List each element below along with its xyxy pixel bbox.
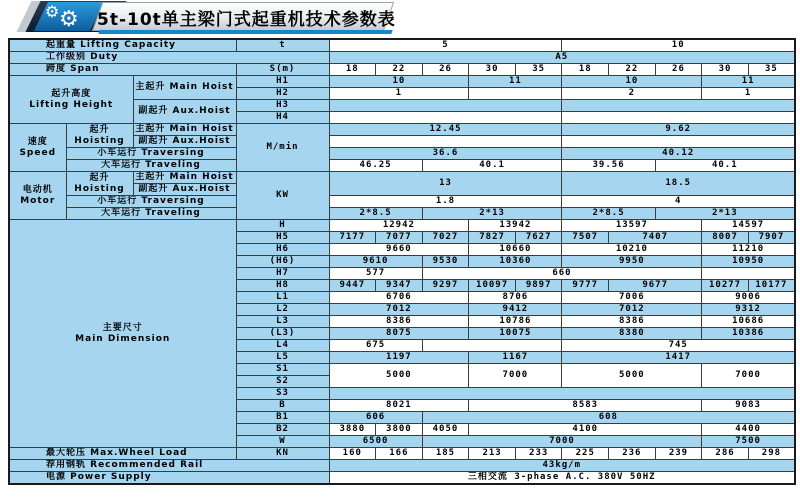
symbol-cell: S1 — [236, 364, 329, 376]
value-cell: 7827 — [469, 232, 516, 244]
table-row — [9, 448, 795, 460]
value-cell: 7000 — [469, 364, 562, 388]
value-cell: 13942 — [469, 220, 562, 232]
section-label: 起升 Hoisting — [66, 172, 133, 196]
value-cell: 10177 — [748, 280, 795, 292]
value-cell: 1197 — [329, 352, 469, 364]
value-cell: 185 — [422, 448, 469, 460]
table-row — [9, 160, 795, 172]
value-cell: 213 — [469, 448, 516, 460]
value-cell: 9347 — [376, 280, 423, 292]
value-cell: 1 — [702, 88, 795, 100]
value-cell: 6706 — [329, 292, 469, 304]
value-cell: 7907 — [748, 232, 795, 244]
value-cell: 8075 — [329, 328, 469, 340]
value-cell: 577 — [329, 268, 422, 280]
value-cell: 10386 — [702, 328, 795, 340]
symbol-cell: t — [236, 39, 329, 52]
value-cell: 660 — [422, 268, 702, 280]
symbol-cell: (H6) — [236, 256, 329, 268]
symbol-cell: S(m) — [236, 64, 329, 76]
value-cell: 3800 — [376, 424, 423, 436]
value-cell: 10277 — [702, 280, 749, 292]
section-label: 速度 Speed — [9, 124, 66, 172]
value-cell: 9950 — [562, 256, 702, 268]
value-cell: 10210 — [562, 244, 702, 256]
page-title: 5t-10t单主梁门式起重机技术参数表 — [97, 10, 396, 30]
value-cell: 1 — [329, 88, 469, 100]
value-cell: 9677 — [609, 280, 702, 292]
symbol-cell: L2 — [236, 304, 329, 316]
value-cell: 12.45 — [329, 124, 562, 136]
value-cell: 2*13 — [655, 208, 795, 220]
value-cell: 4 — [562, 196, 795, 208]
value-cell: 7407 — [609, 232, 702, 244]
section-label: 最大轮压 Max.Wheel Load — [9, 448, 236, 460]
value-cell: 40.1 — [422, 160, 562, 172]
value-cell: 12942 — [329, 220, 469, 232]
section-label: 副起升 Aux.Hoist — [133, 184, 236, 196]
section-label: 副起升 Aux.Hoist — [133, 100, 236, 124]
value-cell — [422, 340, 562, 352]
value-cell: 35 — [515, 64, 562, 76]
value-cell: 10 — [562, 76, 702, 88]
section-label: 主要尺寸 Main Dimension — [9, 220, 236, 448]
section-label: 主起升 Main Hoist — [133, 172, 236, 184]
value-cell: 5000 — [329, 364, 469, 388]
value-cell: 22 — [609, 64, 656, 76]
value-cell — [562, 136, 795, 148]
section-label: 起升高度 Lifting Height — [9, 76, 133, 124]
symbol-cell: H6 — [236, 244, 329, 256]
value-cell — [562, 112, 795, 124]
table-row — [9, 52, 795, 64]
value-cell: 11 — [702, 76, 795, 88]
value-cell: 608 — [422, 412, 795, 424]
value-cell: 10097 — [469, 280, 516, 292]
symbol-cell: H5 — [236, 232, 329, 244]
value-cell: 7500 — [702, 436, 795, 448]
value-cell: 225 — [562, 448, 609, 460]
value-cell: A5 — [329, 52, 795, 64]
value-cell: 6500 — [329, 436, 422, 448]
value-cell: 13597 — [562, 220, 702, 232]
section-label: 起升 Hoisting — [66, 124, 133, 148]
value-cell: 43kg/m — [329, 460, 795, 472]
section-label: 工作级别 Duty — [9, 52, 329, 64]
value-cell: 2*13 — [422, 208, 562, 220]
value-cell: 233 — [515, 448, 562, 460]
value-cell: 9.62 — [562, 124, 795, 136]
value-cell: 9530 — [422, 256, 469, 268]
value-cell: 7077 — [376, 232, 423, 244]
value-cell: 1417 — [562, 352, 795, 364]
value-cell: 8706 — [469, 292, 562, 304]
value-cell: 675 — [329, 340, 422, 352]
section-label: 副起升 Aux.Hoist — [133, 136, 236, 148]
value-cell: 286 — [702, 448, 749, 460]
value-cell: 2*8.5 — [562, 208, 655, 220]
value-cell: 5000 — [562, 364, 702, 388]
value-cell: 2*8.5 — [329, 208, 422, 220]
value-cell: 10950 — [702, 256, 795, 268]
table-row — [9, 472, 795, 485]
value-cell — [329, 112, 562, 124]
header-banner — [0, 0, 800, 37]
symbol-cell: H8 — [236, 280, 329, 292]
table-row — [9, 196, 795, 208]
value-cell: 9447 — [329, 280, 376, 292]
value-cell: 298 — [748, 448, 795, 460]
value-cell: 18 — [562, 64, 609, 76]
value-cell: 9297 — [422, 280, 469, 292]
value-cell: 9083 — [702, 400, 795, 412]
value-cell: 10686 — [702, 316, 795, 328]
value-cell: 2 — [562, 88, 702, 100]
table-row — [9, 124, 795, 136]
value-cell: 7000 — [422, 436, 702, 448]
symbol-cell: H2 — [236, 88, 329, 100]
section-label: 小车运行 Traversing — [66, 196, 236, 208]
symbol-cell: L5 — [236, 352, 329, 364]
value-cell: 30 — [702, 64, 749, 76]
value-cell: 7000 — [702, 364, 795, 388]
symbol-cell: S2 — [236, 376, 329, 388]
section-label: 电动机 Motor — [9, 172, 66, 220]
title-underline — [98, 30, 392, 34]
table-row — [9, 64, 795, 76]
value-cell: 10360 — [469, 256, 562, 268]
value-cell: 11210 — [702, 244, 795, 256]
value-cell: 26 — [655, 64, 702, 76]
value-cell: 40.1 — [655, 160, 795, 172]
value-cell: 8386 — [329, 316, 469, 328]
spec-table — [8, 38, 796, 485]
value-cell: 239 — [655, 448, 702, 460]
section-label: 起重量 Lifting Capacity — [9, 39, 236, 52]
value-cell: 9660 — [329, 244, 469, 256]
value-cell: 26 — [422, 64, 469, 76]
symbol-cell: B2 — [236, 424, 329, 436]
section-label: 主起升 Main Hoist — [133, 76, 236, 100]
value-cell: 11 — [469, 76, 562, 88]
symbol-cell: H1 — [236, 76, 329, 88]
value-cell: 36.6 — [329, 148, 562, 160]
value-cell: 10 — [562, 39, 795, 52]
section-label: 小车运行 Traversing — [66, 148, 236, 160]
value-cell — [702, 268, 795, 280]
value-cell: 18 — [329, 64, 376, 76]
table-row — [9, 148, 795, 160]
section-label: 跨度 Span — [9, 64, 236, 76]
value-cell: 4100 — [469, 424, 702, 436]
value-cell: 22 — [376, 64, 423, 76]
value-cell: 8380 — [562, 328, 702, 340]
value-cell: 40.12 — [562, 148, 795, 160]
table-row — [9, 39, 795, 52]
value-cell: 14597 — [702, 220, 795, 232]
value-cell: 10660 — [469, 244, 562, 256]
value-cell: 35 — [748, 64, 795, 76]
symbol-cell: L1 — [236, 292, 329, 304]
section-label: 主起升 Main Hoist — [133, 124, 236, 136]
symbol-cell: H3 — [236, 100, 329, 112]
symbol-cell: H7 — [236, 268, 329, 280]
value-cell: 10 — [329, 76, 469, 88]
symbol-cell: (L3) — [236, 328, 329, 340]
value-cell: 4400 — [702, 424, 795, 436]
value-cell: 9610 — [329, 256, 422, 268]
value-cell: 8021 — [329, 400, 469, 412]
symbol-cell: W — [236, 436, 329, 448]
value-cell: 9006 — [702, 292, 795, 304]
value-cell — [329, 388, 795, 400]
value-cell — [469, 88, 562, 100]
value-cell — [329, 136, 562, 148]
section-label: 大车运行 Traveling — [66, 160, 236, 172]
section-label: 荐用钢轨 Recommended Rail — [9, 460, 329, 472]
value-cell: 10786 — [469, 316, 562, 328]
value-cell: 9897 — [515, 280, 562, 292]
value-cell: 46.25 — [329, 160, 422, 172]
value-cell: 1.8 — [329, 196, 562, 208]
symbol-cell: S3 — [236, 388, 329, 400]
value-cell: 30 — [469, 64, 516, 76]
value-cell: 9777 — [562, 280, 609, 292]
symbol-cell: M/min — [236, 124, 329, 172]
section-label: 大车运行 Traveling — [66, 208, 236, 220]
value-cell: 7627 — [515, 232, 562, 244]
value-cell: 7012 — [329, 304, 469, 316]
gear-icon: ⚙ — [45, 2, 60, 21]
value-cell: 7027 — [422, 232, 469, 244]
value-cell: 160 — [329, 448, 376, 460]
value-cell: 1167 — [469, 352, 562, 364]
value-cell: 606 — [329, 412, 422, 424]
table-row — [9, 220, 795, 232]
symbol-cell: H4 — [236, 112, 329, 124]
value-cell: 236 — [609, 448, 656, 460]
value-cell: 三相交流 3-phase A.C. 380V 50HZ — [329, 472, 795, 485]
symbol-cell: KN — [236, 448, 329, 460]
value-cell: 7177 — [329, 232, 376, 244]
table-row — [9, 208, 795, 220]
value-cell: 745 — [562, 340, 795, 352]
table-row — [9, 76, 795, 88]
value-cell: 39.56 — [562, 160, 655, 172]
value-cell: 5 — [329, 39, 562, 52]
symbol-cell: B1 — [236, 412, 329, 424]
symbol-cell: H — [236, 220, 329, 232]
value-cell: 8007 — [702, 232, 749, 244]
value-cell: 18.5 — [562, 172, 795, 196]
value-cell: 13 — [329, 172, 562, 196]
symbol-cell: L4 — [236, 340, 329, 352]
value-cell: 7006 — [562, 292, 702, 304]
value-cell: 9312 — [702, 304, 795, 316]
symbol-cell: KW — [236, 172, 329, 220]
value-cell: 7012 — [562, 304, 702, 316]
value-cell — [562, 100, 795, 112]
value-cell: 7507 — [562, 232, 609, 244]
value-cell — [329, 100, 562, 112]
symbol-cell: L3 — [236, 316, 329, 328]
value-cell: 8583 — [469, 400, 702, 412]
value-cell: 10075 — [469, 328, 562, 340]
value-cell: 166 — [376, 448, 423, 460]
table-row — [9, 172, 795, 184]
value-cell: 3880 — [329, 424, 376, 436]
section-label: 电源 Power Supply — [9, 472, 329, 485]
symbol-cell: B — [236, 400, 329, 412]
table-row — [9, 460, 795, 472]
value-cell: 4050 — [422, 424, 469, 436]
gear-icon: ⚙ — [59, 7, 79, 32]
value-cell: 8386 — [562, 316, 702, 328]
value-cell: 9412 — [469, 304, 562, 316]
